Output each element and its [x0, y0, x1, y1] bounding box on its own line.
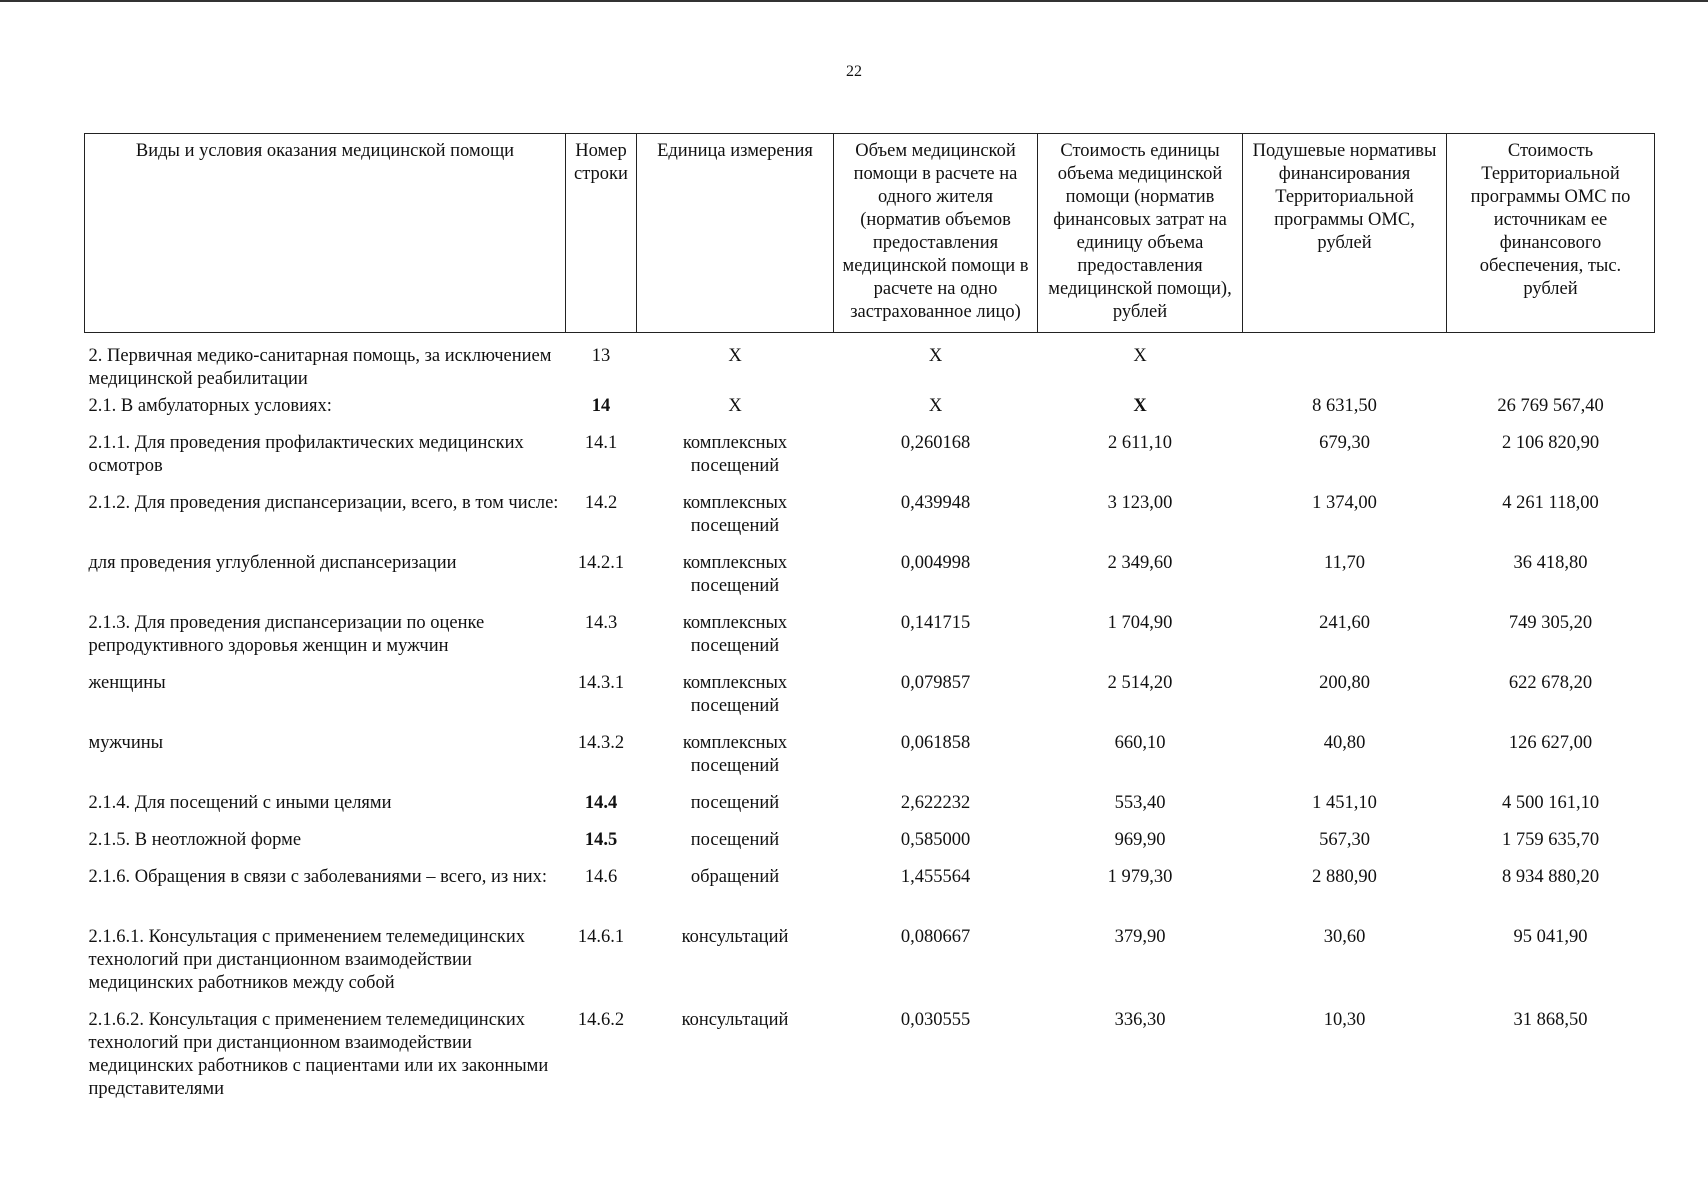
header-unit: Единица измерения	[637, 134, 834, 333]
row-cost: 379,90	[1114, 927, 1166, 947]
row-per-capita: 11,70	[1324, 553, 1365, 573]
table-row	[85, 926, 1655, 1009]
row-number: 14.2	[584, 493, 618, 513]
row-unit: консультаций	[681, 1010, 789, 1030]
row-per-capita: 30,60	[1323, 927, 1366, 947]
row-cost: 2 514,20	[1107, 673, 1173, 693]
page-number: 22	[846, 63, 862, 80]
row-unit: посещений	[690, 793, 780, 813]
row-volume: X	[928, 396, 943, 416]
row-total: 4 261 118,00	[1502, 493, 1599, 513]
row-number: 14.3.2	[577, 733, 625, 753]
row-name: 2.1.6. Обращения в связи с заболеваниями – всего, из них:	[88, 867, 548, 887]
row-number: 14	[591, 396, 611, 416]
row-cost: 1 979,30	[1107, 867, 1173, 887]
row-total: 95 041,90	[1513, 927, 1588, 947]
row-volume: 0,141715	[900, 613, 971, 633]
row-number: 14.3	[584, 613, 618, 633]
row-name: 2.1.3. Для проведения диспансеризации по оценке репродуктивного здоровья женщин и мужчин	[88, 613, 485, 656]
row-number: 14.6.2	[577, 1010, 625, 1030]
row-per-capita: 8 631,50	[1312, 396, 1377, 416]
row-number: 14.1	[584, 433, 618, 453]
row-volume: 0,260168	[900, 433, 971, 453]
row-per-capita	[1243, 333, 1447, 396]
row-cost: 660,10	[1114, 733, 1166, 753]
row-name: мужчины	[88, 733, 164, 753]
row-volume: 0,080667	[900, 927, 971, 947]
row-total	[1447, 333, 1655, 396]
row-unit: X	[728, 396, 742, 416]
table-row	[85, 672, 1655, 732]
row-volume: 0,004998	[900, 553, 971, 573]
row-number: 14.2.1	[577, 553, 625, 573]
row-total: 126 627,00	[1508, 733, 1593, 753]
row-per-capita: 241,60	[1319, 613, 1370, 633]
row-name: 2.1.5. В неотложной форме	[88, 830, 302, 850]
row-name: 2.1.1. Для проведения профилактических медицинских осмотров	[88, 433, 524, 476]
row-per-capita: 10,30	[1323, 1010, 1366, 1030]
row-unit: комплексных посещений	[682, 433, 788, 476]
row-unit: X	[728, 346, 742, 366]
row-volume: 0,061858	[900, 733, 971, 753]
row-name: для проведения углубленной диспансеризации	[88, 553, 457, 573]
table-row	[85, 829, 1655, 866]
row-unit: комплексных посещений	[682, 673, 788, 716]
row-number: 14.6	[584, 867, 618, 887]
row-cost: 3 123,00	[1107, 493, 1173, 513]
header-row-number: Номер строки	[566, 134, 637, 333]
row-total: 749 305,20	[1508, 613, 1593, 633]
row-volume: 0,079857	[900, 673, 971, 693]
row-unit: консультаций	[681, 927, 789, 947]
row-per-capita: 1 374,00	[1312, 493, 1377, 513]
row-cost: 969,90	[1114, 830, 1166, 850]
row-unit: комплексных посещений	[682, 613, 788, 656]
row-number: 14.6.1	[577, 927, 625, 947]
page-top-border	[0, 0, 1708, 2]
row-volume: X	[928, 346, 943, 366]
table-row	[85, 1009, 1655, 1109]
row-total: 4 500 161,10	[1501, 793, 1600, 813]
row-cost: 553,40	[1114, 793, 1166, 813]
row-unit: обращений	[690, 867, 780, 887]
row-number: 14.5	[584, 830, 618, 850]
row-total: 622 678,20	[1508, 673, 1593, 693]
table-header	[85, 134, 1655, 333]
table-body	[85, 333, 1655, 1110]
row-unit: комплексных посещений	[682, 493, 788, 536]
row-cost: 336,30	[1114, 1010, 1166, 1030]
row-name: 2.1. В амбулаторных условиях:	[88, 396, 332, 416]
document-sheet	[84, 133, 1654, 1109]
row-volume: 2,622232	[900, 793, 971, 813]
row-total: 8 934 880,20	[1501, 867, 1600, 887]
row-number: 13	[591, 346, 611, 366]
row-per-capita: 1 451,10	[1312, 793, 1377, 813]
row-name: 2.1.2. Для проведения диспансеризации, всего, в том числе:	[88, 493, 559, 513]
row-name: 2. Первичная медико-санитарная помощь, за исключением медицинской реабилитации	[88, 346, 552, 389]
row-unit: посещений	[690, 830, 780, 850]
table-row	[85, 612, 1655, 672]
row-cost: X	[1133, 346, 1147, 366]
header-unit-cost: Стоимость единицы объема медицинской помощи (норматив финансовых затрат на единицу объема предоставления медицинской помощи), рублей	[1038, 134, 1243, 333]
table-row	[85, 792, 1655, 829]
row-total: 1 759 635,70	[1501, 830, 1600, 850]
row-cost: 2 611,10	[1107, 433, 1173, 453]
header-per-capita: Подушевые нормативы финансирования Территориальной программы ОМС, рублей	[1243, 134, 1447, 333]
row-cost: 2 349,60	[1107, 553, 1173, 573]
row-name: женщины	[88, 673, 166, 693]
table-row	[85, 492, 1655, 552]
row-per-capita: 2 880,90	[1312, 867, 1377, 887]
row-volume: 0,439948	[900, 493, 971, 513]
row-name: 2.1.6.1. Консультация с применением телемедицинских технологий при дистанционном взаимодействии медицинских работников между собой	[88, 927, 526, 993]
financing-table	[84, 133, 1655, 1109]
row-volume: 0,585000	[900, 830, 971, 850]
row-name: 2.1.6.2. Консультация с применением телемедицинских технологий при дистанционном взаимодействии медицинских работников с пациентами или их законными представителями	[88, 1010, 549, 1099]
header-care-types: Виды и условия оказания медицинской помощи	[85, 134, 566, 333]
row-volume: 0,030555	[900, 1010, 971, 1030]
row-per-capita: 200,80	[1319, 673, 1370, 693]
row-total: 26 769 567,40	[1497, 396, 1604, 416]
row-total: 31 868,50	[1513, 1010, 1588, 1030]
table-row	[85, 333, 1655, 396]
table-row	[85, 866, 1655, 926]
row-total: 2 106 820,90	[1501, 433, 1600, 453]
row-per-capita: 567,30	[1319, 830, 1370, 850]
row-unit: комплексных посещений	[682, 733, 788, 776]
row-number: 14.4	[584, 793, 618, 813]
row-cost: 1 704,90	[1107, 613, 1173, 633]
header-program-cost: Стоимость Территориальной программы ОМС по источникам ее финансового обеспечения, тыс. рублей	[1447, 134, 1655, 333]
row-total: 36 418,80	[1513, 553, 1588, 573]
row-unit: комплексных посещений	[682, 553, 788, 596]
table-row	[85, 395, 1655, 432]
row-per-capita: 40,80	[1323, 733, 1366, 753]
row-cost: X	[1133, 396, 1147, 416]
table-row	[85, 552, 1655, 612]
header-volume: Объем медицинской помощи в расчете на одного жителя (норматив объемов предоставления медицинской помощи в расчете на одно застрахованное лицо)	[834, 134, 1038, 333]
row-number: 14.3.1	[577, 673, 625, 693]
table-row	[85, 432, 1655, 492]
row-name: 2.1.4. Для посещений с иными целями	[88, 793, 392, 813]
row-per-capita: 679,30	[1319, 433, 1370, 453]
table-row	[85, 732, 1655, 792]
row-volume: 1,455564	[900, 867, 971, 887]
